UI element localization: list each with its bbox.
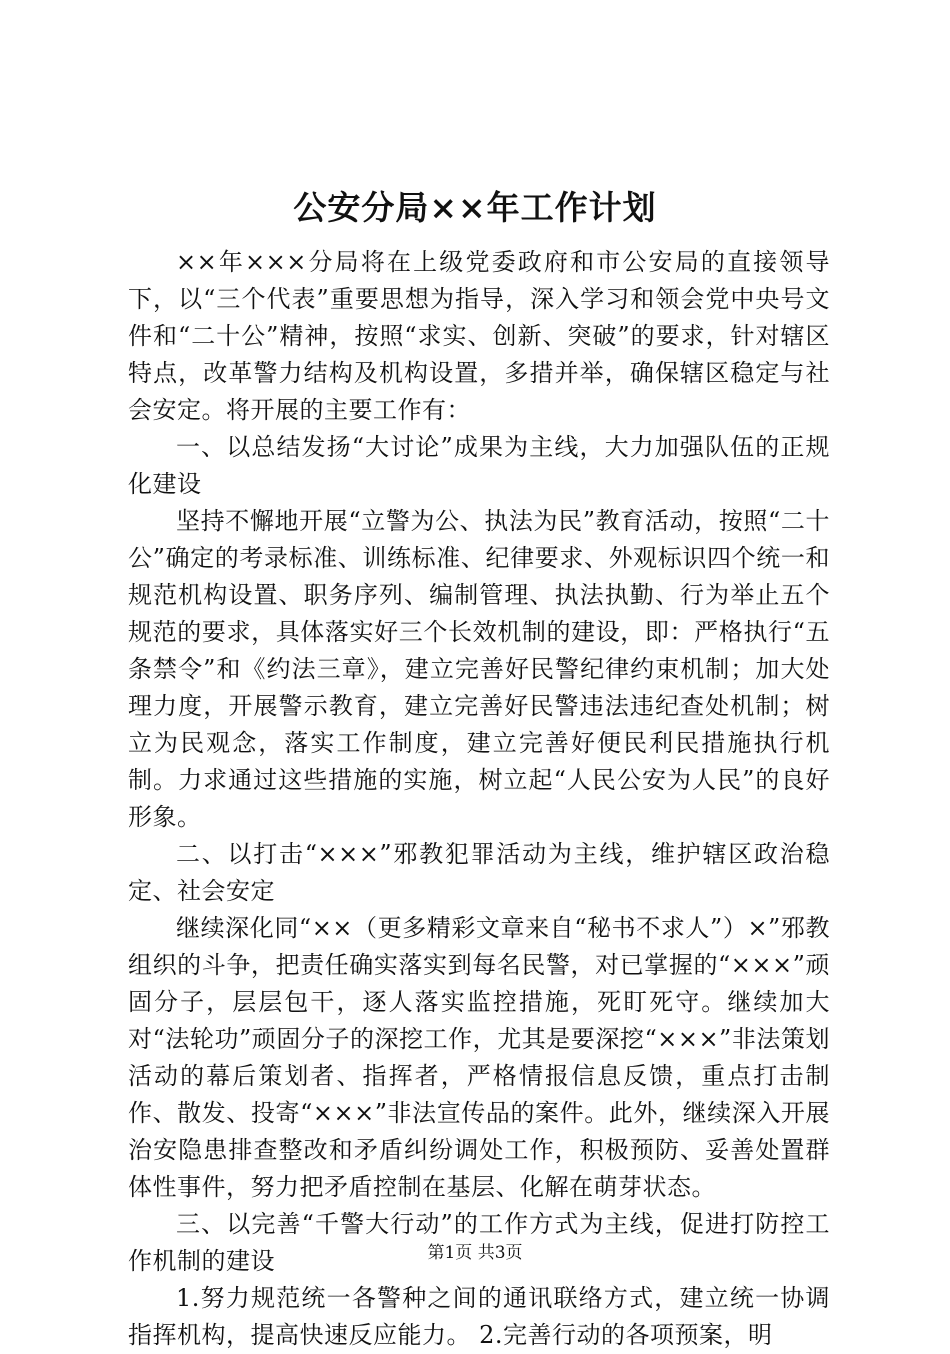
- section-heading-1: 一、以总结发扬“大讨论”成果为主线，大力加强队伍的正规化建设: [128, 433, 830, 498]
- document-title: 公安分局××年工作计划: [293, 188, 657, 227]
- section-heading-3: 三、以完善“千警大行动”的工作方式为主线，促进打防控工作机制的建设: [128, 1210, 830, 1275]
- page-number-footer: 第1页 共3页: [427, 1243, 523, 1263]
- section-body-3: 1.努力规范统一各警种之间的通讯联络方式，建立统一协调指挥机构，提高快速反应能力。 2.完善行动的各项预案，明: [128, 1284, 830, 1349]
- section-body-1: 坚持不懈地开展“立警为公、执法为民”教育活动，按照“二十公”确定的考录标准、训练标准、纪律要求、外观标识四个统一和规范机构设置、职务序列、编制管理、执法执勤、行为举止五个规范的要求，具体落实好三个长效机制的建设，即：严格执行“五条禁令”和《约法三章》，建立完善好民警纪律约束机制；加大处理力度，开展警示教育，建立完善好民警违法违纪查处机制；树立为民观念，落实工作制度，建立完善好便民利民措施执行机制。力求通过这些措施的实施，树立起“人民公安为人民”的良好形象。: [128, 507, 830, 831]
- intro-paragraph: ××年×××分局将在上级党委政府和市公安局的直接领导下，以“三个代表”重要思想为指导，深入学习和领会党中央号文件和“二十公”精神，按照“求实、创新、突破”的要求，针对辖区特点，改革警力结构及机构设置，多措并举，确保辖区稳定与社会安定。将开展的主要工作有：: [128, 248, 830, 424]
- section-heading-2: 二、以打击“×××”邪教犯罪活动为主线，维护辖区政治稳定、社会安定: [128, 840, 830, 905]
- section-body-2: 继续深化同“××（更多精彩文章来自“秘书不求人”）×”邪教组织的斗争，把责任确实落实到每名民警，对已掌握的“×××”顽固分子，层层包干，逐人落实监控措施，死盯死守。继续加大对“法轮功”顽固分子的深挖工作，尤其是要深挖“×××”非法策划活动的幕后策划者、指挥者，严格情报信息反馈，重点打击制作、散发、投寄“×××”非法宣传品的案件。此外，继续深入开展治安隐患排查整改和矛盾纠纷调处工作，积极预防、妥善处置群体性事件，努力把矛盾控制在基层、化解在萌芽状态。: [128, 914, 830, 1201]
- document-body: [128, 244, 830, 1354]
